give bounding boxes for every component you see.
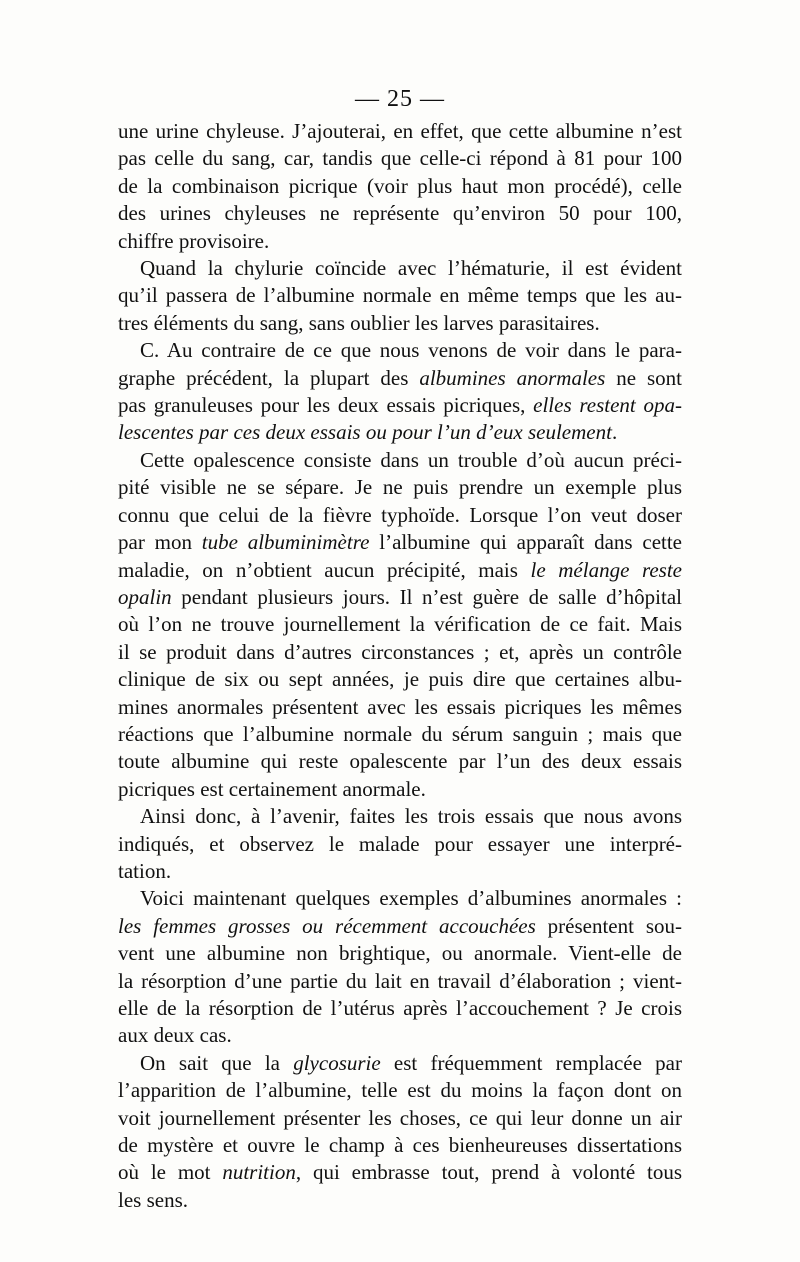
- text-line: [118, 1159, 682, 1186]
- text-line: [118, 748, 682, 775]
- italic-text: albumines anormales: [419, 365, 606, 390]
- text-run: pendant plusieurs jours. Il n’est guère de salle d’hôpital: [171, 584, 682, 609]
- text-line: [118, 995, 682, 1022]
- paragraph-4: [118, 447, 682, 803]
- text-line: Quand la chylurie coïncide avec l’hématurie, il est évident: [140, 256, 682, 281]
- text-line: [118, 337, 682, 364]
- text-run: mines anormales présentent avec les essais picriques les mêmes: [118, 694, 682, 719]
- text-line: [118, 885, 682, 912]
- text-run: l’apparition de l’albumine, telle est du moins la façon dont on: [118, 1078, 682, 1103]
- body-text: [118, 118, 682, 1214]
- text-line: Ainsi donc, à l’avenir, faites les trois essais que nous avons: [140, 804, 682, 829]
- text-run: vent une albumine non brightique, ou anormale. Vient-elle de: [118, 941, 682, 966]
- text-line: [118, 1022, 682, 1049]
- text-run: , qui embrasse tout, prend à volonté tous: [295, 1160, 682, 1185]
- text-line: [118, 365, 682, 392]
- text-run: voit journellement présenter les choses, ce qui leur donne un air: [118, 1105, 682, 1130]
- text-run: .: [611, 420, 618, 445]
- italic-text: le mélange reste: [530, 557, 683, 582]
- text-run: où l’on ne trouve journellement la vérification de ce fait. Mais: [118, 612, 682, 637]
- text-line: [118, 584, 682, 611]
- text-line: [118, 776, 682, 803]
- italic-text: nutrition: [222, 1160, 296, 1185]
- page-number: — 25 —: [355, 86, 445, 112]
- italic-text: elles restent opa-: [533, 393, 682, 418]
- text-line: qu’il passera de l’albumine normale en même temps que les au-: [118, 283, 682, 308]
- italic-text: glycosurie: [293, 1050, 381, 1075]
- text-run: est fréquemment remplacée par: [380, 1050, 682, 1075]
- italic-text: opalin: [118, 584, 172, 609]
- text-line: [118, 1077, 682, 1104]
- text-line: une urine chyleuse. J’ajouterai, en effet, que cette albumine n’est: [118, 119, 682, 143]
- text-run: On sait que la: [140, 1050, 294, 1075]
- text-line: [118, 639, 682, 666]
- text-run: picriques est certainement anormale.: [118, 776, 426, 801]
- text-line: [118, 940, 682, 967]
- text-line: [118, 419, 682, 446]
- paragraph-5: [118, 803, 682, 885]
- text-line: [118, 611, 682, 638]
- text-run: C. Au contraire de ce que nous venons de voir dans le para-: [140, 338, 682, 363]
- text-line: [118, 529, 682, 556]
- text-run: l’albumine qui apparaît dans cette: [369, 530, 683, 555]
- text-line: de la combinaison picrique (voir plus haut mon procédé), celle: [118, 173, 682, 198]
- paragraph-6: [118, 885, 682, 1049]
- text-run: Cette opalescence consiste dans un trouble d’où aucun préci-: [140, 447, 682, 472]
- text-line: tation.: [118, 858, 172, 883]
- text-run: de mystère et ouvre le champ à ces bienheureuses dissertations: [118, 1133, 682, 1158]
- text-line: [118, 913, 682, 940]
- text-line: [118, 721, 682, 748]
- text-run: toute albumine qui reste opalescente par l’un des deux essais: [118, 749, 682, 774]
- text-line: [118, 502, 682, 529]
- text-run: graphe précédent, la plupart des: [118, 365, 420, 390]
- text-line: [118, 1105, 682, 1132]
- text-run: il se produit dans d’autres circonstances ; et, après un contrôle: [118, 639, 682, 664]
- italic-text: lescentes par ces deux essais ou pour l’un d’eux seulement: [118, 420, 612, 445]
- text-run: connu que celui de la fièvre typhoïde. Lorsque l’on veut doser: [118, 502, 682, 527]
- text-run: la résorption d’une partie du lait en travail d’élaboration ; vient-: [118, 968, 682, 993]
- italic-text: tube albuminimètre: [201, 530, 370, 555]
- text-line: [118, 392, 682, 419]
- paragraph-7: [118, 1050, 682, 1214]
- text-run: pité visible ne se sépare. Je ne puis prendre un exemple plus: [118, 475, 682, 500]
- text-line: [118, 557, 682, 584]
- text-line: [118, 1132, 682, 1159]
- text-run: présentent sou-: [535, 913, 683, 938]
- text-line: [118, 1050, 682, 1077]
- text-line: [118, 968, 682, 995]
- text-line: pas celle du sang, car, tandis que celle-ci répond à 81 pour 100: [118, 146, 682, 171]
- paragraph-2: [118, 255, 682, 337]
- paragraph-3: [118, 337, 682, 447]
- text-line: chiffre provisoire.: [118, 228, 270, 253]
- text-line: indiqués, et observez le malade pour essayer une interpré-: [118, 831, 682, 856]
- text-line: [118, 1187, 682, 1214]
- text-run: clinique de six ou sept années, je puis dire que certaines albu-: [118, 667, 682, 692]
- text-run: ne sont: [605, 365, 682, 390]
- italic-text: les femmes grosses ou récemment accouchées: [118, 913, 536, 938]
- text-line: des urines chyleuses ne représente qu’environ 50 pour 100,: [118, 201, 682, 226]
- text-run: réactions que l’albumine normale du sérum sanguin ; mais que: [118, 721, 682, 746]
- text-run: elle de la résorption de l’utérus après l’accouchement ? Je crois: [118, 996, 682, 1020]
- text-line: tres éléments du sang, sans oublier les larves parasitaires.: [118, 310, 600, 335]
- text-run: Voici maintenant quelques exemples d’albumines anormales :: [140, 886, 682, 911]
- paragraph-1: [118, 118, 682, 255]
- text-line: [118, 447, 682, 474]
- text-run: par mon: [118, 530, 202, 555]
- text-run: pas granuleuses pour les deux essais picriques,: [118, 393, 534, 418]
- text-line: [118, 474, 682, 501]
- text-run: les sens.: [118, 1187, 188, 1212]
- text-run: où le mot: [118, 1160, 223, 1185]
- text-run: aux deux cas.: [118, 1023, 232, 1048]
- text-run: maladie, on n’obtient aucun précipité, mais: [118, 557, 531, 582]
- text-line: [118, 666, 682, 693]
- text-line: [118, 694, 682, 721]
